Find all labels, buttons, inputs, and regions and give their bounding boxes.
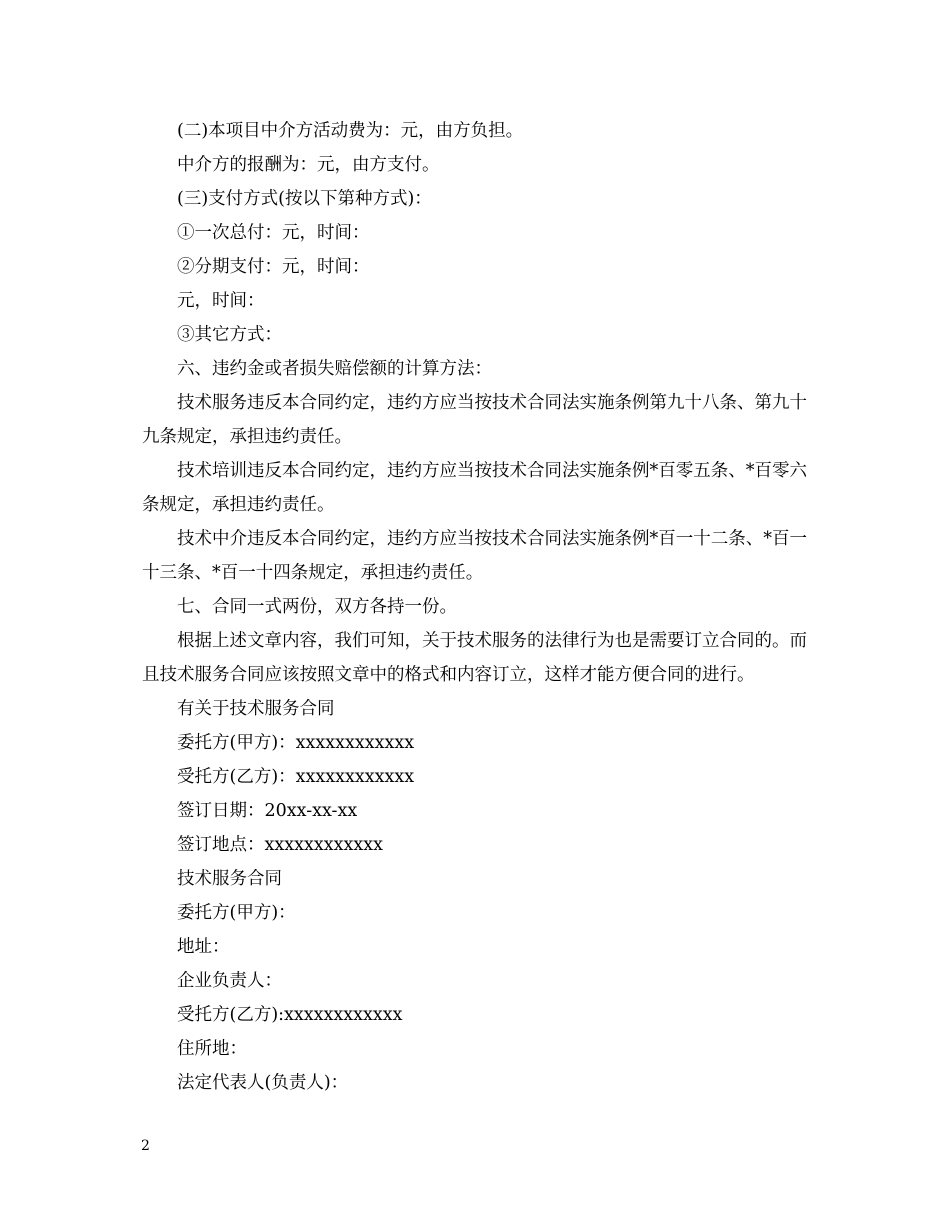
field-contractor-party-b: 受托方(乙方)：xxxxxxxxxxxx (177, 767, 415, 787)
paragraph-training-breach: 技术培训违反本合同约定，违约方应当按技术合同法实施条例*百零五条、*百零六条规定，承担违约责任。 (142, 461, 807, 515)
paragraph-intermediary-breach: 技术中介违反本合同约定，违约方应当按技术合同法实施条例*百一十二条、*百一十三条、*百一十四条规定，承担违约责任。 (142, 529, 807, 583)
heading-technical-service-contract: 技术服务合同 (177, 869, 282, 889)
field-signing-date: 签订日期：20xx-xx-xx (177, 801, 358, 821)
paragraph-copies: 七、合同一式两份，双方各持一份。 (177, 597, 457, 617)
paragraph-installment-time: 元，时间： (177, 291, 265, 311)
field-contractor-party-b-filled: 受托方(乙方):xxxxxxxxxxxx (177, 1005, 403, 1025)
field-enterprise-leader: 企业负责人： (177, 971, 282, 991)
paragraph-lump-sum: ①一次总付：元，时间： (177, 223, 370, 243)
heading-related-contract: 有关于技术服务合同 (177, 699, 335, 719)
field-client-party-a: 委托方(甲方)：xxxxxxxxxxxx (177, 733, 415, 753)
field-residence: 住所地： (177, 1039, 247, 1059)
paragraph-installment: ②分期支付：元，时间： (177, 257, 370, 277)
paragraph-summary: 根据上述文章内容，我们可知，关于技术服务的法律行为也是需要订立合同的。而且技术服务合同应该按照文章中的格式和内容订立，这样才能方便合同的进行。 (142, 631, 807, 685)
heading-penalty-calculation: 六、违约金或者损失赔偿额的计算方法： (177, 359, 492, 379)
document-body (142, 114, 822, 1100)
paragraph-service-breach: 技术服务违反本合同约定，违约方应当按技术合同法实施条例第九十八条、第九十九条规定，承担违约责任。 (142, 393, 807, 447)
paragraph-intermediary-remuneration: 中介方的报酬为：元，由方支付。 (177, 155, 440, 175)
field-address: 地址： (177, 937, 230, 957)
paragraph-payment-method: (三)支付方式(按以下第种方式)： (177, 189, 432, 209)
field-client-party-a-blank: 委托方(甲方)： (177, 903, 296, 923)
field-signing-place: 签订地点：xxxxxxxxxxxx (177, 835, 383, 855)
page-number: 2 (141, 1138, 150, 1154)
field-legal-representative: 法定代表人(负责人)： (177, 1073, 349, 1093)
paragraph-other-method: ③其它方式： (177, 325, 282, 345)
paragraph-intermediary-fee: (二)本项目中介方活动费为：元，由方负担。 (177, 121, 524, 141)
